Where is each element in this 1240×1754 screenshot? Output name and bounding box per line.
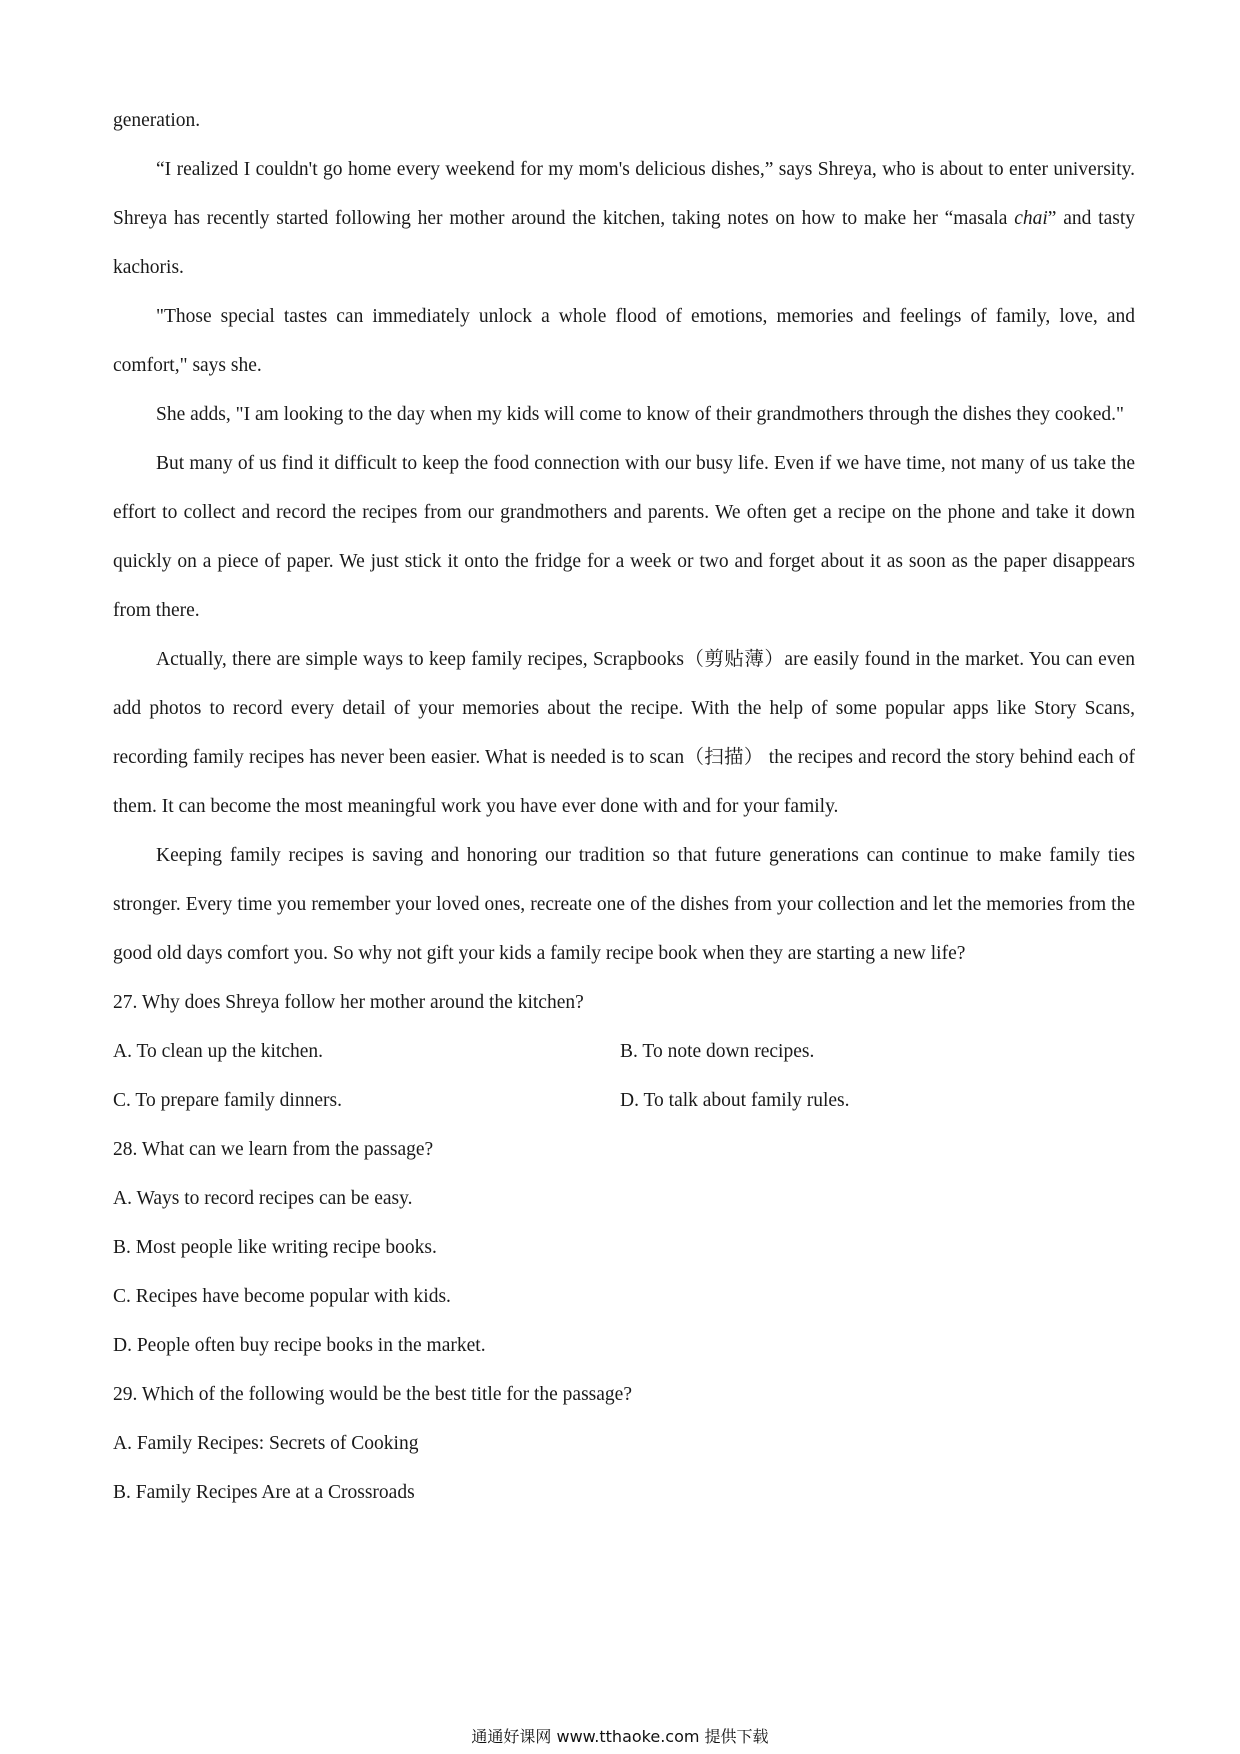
question-27-option-a: A. To clean up the kitchen. [113,1041,324,1062]
question-28-stem: 28. What can we learn from the passage? [113,1139,434,1160]
paragraph-1-italic-term: chai [1014,208,1048,229]
question-28-option-d: D. People often buy recipe books in the market. [113,1335,486,1356]
passage-paragraph-4: But many of us find it difficult to keep the food connection with our busy life. Even if we have time, not many of us take the effort to collect and record the recipes from our grandmothers and parents. We often get a recipe on the phone and take it down quickly on a piece of paper. We just stick it onto the fridge for a week or two and forget about it as soon as the paper disappears from there. [113,453,1135,621]
document-page [113,96,1135,1517]
passage-paragraph-0: generation. [113,110,201,131]
paragraph-1-text-b: ” and tasty kachoris. [113,208,1135,278]
paragraph-1-text-a: “I realized I couldn't go home every weekend for my mom's delicious dishes,” says Shreya, who is about to enter university. Shreya has recently started following her mother around the kitchen, taking notes on how to make her “masala [113,159,1135,229]
passage-paragraph-2: "Those special tastes can immediately unlock a whole flood of emotions, memories and feelings of family, love, and comfort," says she. [113,306,1135,376]
question-27-option-c: C. To prepare family dinners. [113,1090,342,1111]
passage-paragraph-5: Actually, there are simple ways to keep family recipes, Scrapbooks（剪贴薄）are easily found in the market. You can even add photos to record every detail of your memories about the recipe. With the help of some popular apps like Story Scans, recording family recipes has never been easier. What is needed is to scan（扫描） the recipes and record the story behind each of them. It can become the most meaningful work you have ever done with and for your family. [113,649,1135,817]
question-27-options-row-2 [113,1076,1135,1125]
passage-paragraph-1 [113,145,1135,292]
question-27-stem: 27. Why does Shreya follow her mother around the kitchen? [113,992,584,1013]
question-29-option-a: A. Family Recipes: Secrets of Cooking [113,1433,419,1454]
passage-paragraph-3: She adds, "I am looking to the day when my kids will come to know of their grandmothers through the dishes they cooked." [156,404,1125,425]
question-28-option-c: C. Recipes have become popular with kids. [113,1286,451,1307]
question-28-option-b: B. Most people like writing recipe books. [113,1237,437,1258]
passage-paragraph-6: Keeping family recipes is saving and honoring our tradition so that future generations can continue to make family ties stronger. Every time you remember your loved ones, recreate one of the dishes from your collection and let the memories from the good old days comfort you. So why not gift your kids a family recipe book when they are starting a new life? [113,845,1135,964]
question-29-option-b: B. Family Recipes Are at a Crossroads [113,1482,415,1503]
question-27-options-row-1 [113,1027,1135,1076]
question-29-stem: 29. Which of the following would be the best title for the passage? [113,1384,632,1405]
question-27-option-b: B. To note down recipes. [620,1041,815,1062]
question-28-option-a: A. Ways to record recipes can be easy. [113,1188,413,1209]
question-27-option-d: D. To talk about family rules. [620,1090,850,1111]
page-footer-watermark: 通通好课网 www.tthaoke.com 提供下载 [471,1727,769,1746]
